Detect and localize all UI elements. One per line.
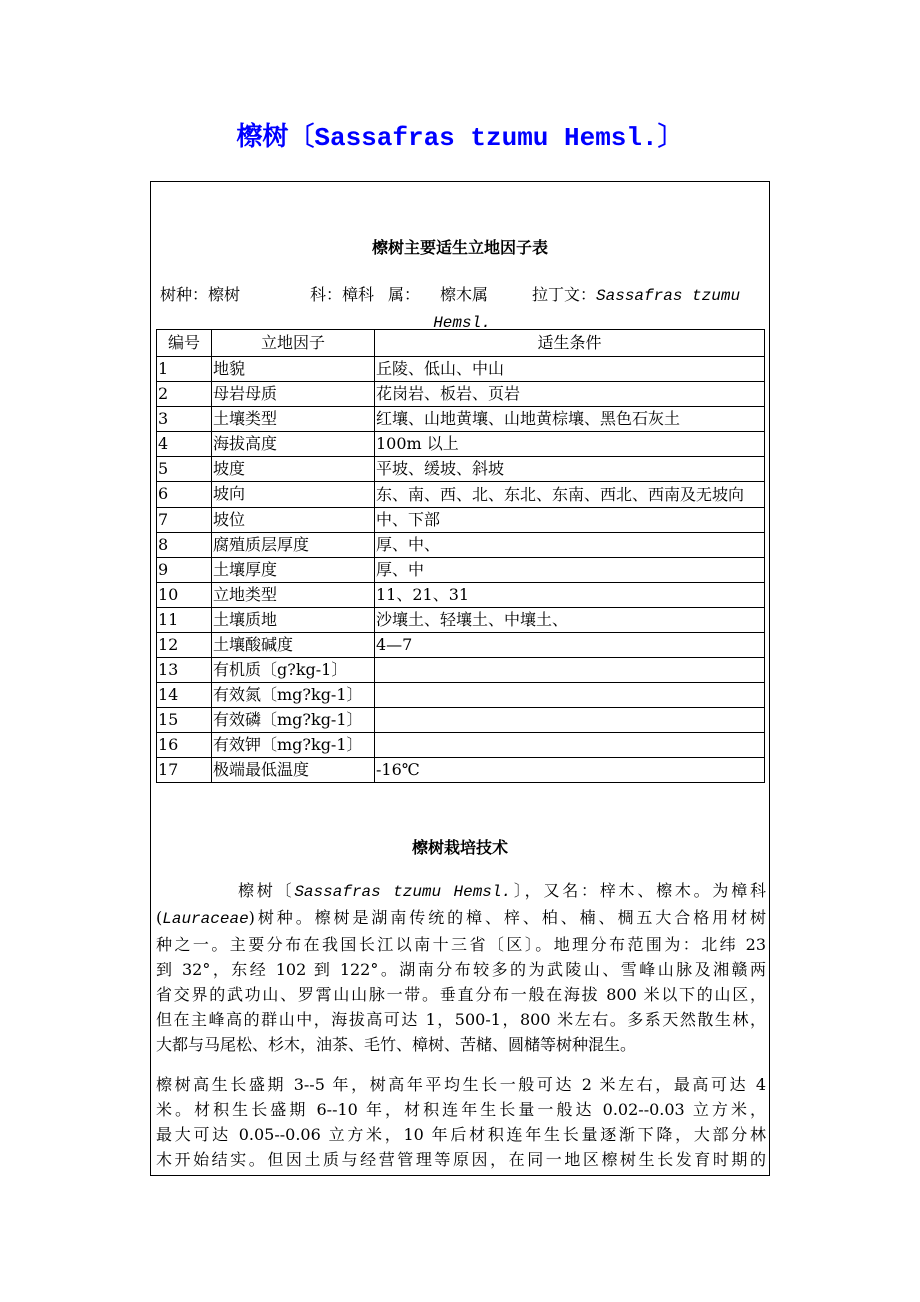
text: ( [156, 908, 163, 927]
cell-factor: 极端最低温度 [212, 758, 375, 783]
cell-factor: 土壤类型 [212, 407, 375, 432]
genus-value: 檫木属 [440, 285, 489, 304]
table-row [157, 432, 765, 457]
cell-condition [375, 733, 765, 758]
cell-factor: 坡位 [212, 508, 375, 533]
section-title: 檫树栽培技术 [411, 838, 508, 857]
table-row [157, 357, 765, 382]
table-row [157, 733, 765, 758]
cell-condition [375, 683, 765, 708]
cell-number: 8 [157, 533, 212, 558]
cell-condition: 沙壤土、轻壤土、中壤土、 [375, 608, 765, 633]
text-line: 但在主峰高的群山中，海拔高可达 1，500-1，800 米左右。多系天然散生林， [156, 1010, 766, 1029]
table-row [157, 708, 765, 733]
latin-label: 拉丁文： [532, 285, 597, 304]
cell-number: 11 [157, 608, 212, 633]
cell-number: 10 [157, 583, 212, 608]
cell-condition [375, 708, 765, 733]
cell-factor: 土壤酸碱度 [212, 633, 375, 658]
cell-number: 17 [157, 758, 212, 783]
latin-text: Lauraceae [162, 910, 249, 928]
growth-paragraph [156, 1072, 766, 1172]
cell-number: 13 [157, 658, 212, 683]
table-row [157, 407, 765, 432]
cell-condition: 平坡、缓坡、斜坡 [375, 457, 765, 482]
document-title: 檫树〔Sassafras tzumu Hemsl.〕 [236, 123, 684, 153]
table-row [157, 633, 765, 658]
cell-factor: 母岩母质 [212, 382, 375, 407]
cell-condition: 花岗岩、板岩、页岩 [375, 382, 765, 407]
table-row [157, 683, 765, 708]
text-line: 省交界的武功山、罗霄山山脉一带。垂直分布一般在海拔 800 米以下的山区， [156, 985, 766, 1004]
content-box [150, 181, 770, 1176]
cell-factor: 海拔高度 [212, 432, 375, 457]
intro-paragraph [156, 878, 766, 1057]
table-row [157, 508, 765, 533]
latin-text: Sassafras tzumu Hemsl. [294, 883, 512, 901]
text-line: 木开始结实。但因土质与经营管理等原因，在同一地区檫树生长发育时期的 [156, 1150, 766, 1169]
site-factor-table [156, 329, 765, 783]
cell-number: 6 [157, 482, 212, 508]
cell-number: 2 [157, 382, 212, 407]
cell-number: 9 [157, 558, 212, 583]
cell-factor: 腐殖质层厚度 [212, 533, 375, 558]
cell-number: 15 [157, 708, 212, 733]
header-number: 编号 [157, 330, 212, 357]
table-row [157, 558, 765, 583]
table-row [157, 382, 765, 407]
cell-factor: 有效钾〔mg?kg-1〕 [212, 733, 375, 758]
cell-factor: 土壤质地 [212, 608, 375, 633]
table-row [157, 457, 765, 482]
latin-name-2: Hemsl. [433, 314, 491, 332]
text-line: 檫树高生长盛期 3--5 年，树高年平均生长一般可达 2 米左右，最高可达 4 [156, 1075, 766, 1094]
cell-factor: 有机质〔g?kg-1〕 [212, 658, 375, 683]
species-label: 树种：檫树 [160, 285, 241, 304]
family-label: 科：樟科 [310, 285, 375, 304]
text: )树种。檫树是湖南传统的樟、梓、柏、楠、椆五大合格用材树 [248, 908, 766, 927]
cell-factor: 坡向 [212, 482, 375, 508]
cell-number: 1 [157, 357, 212, 382]
cell-factor: 土壤厚度 [212, 558, 375, 583]
text-line: 到 32°，东经 102 到 122°。湖南分布较多的为武陵山、雪峰山脉及湘赣两 [156, 960, 766, 979]
text: 檫树〔 [238, 881, 295, 900]
cell-number: 14 [157, 683, 212, 708]
text-line: 种之一。主要分布在我国长江以南十三省〔区〕。地理分布范围为：北纬 23 [156, 935, 766, 954]
text-line: 大都与马尾松、杉木，油茶、毛竹、樟树、苦槠、圆槠等树种混生。 [156, 1035, 637, 1054]
cell-condition: 丘陵、低山、中山 [375, 357, 765, 382]
header-factor: 立地因子 [212, 330, 375, 357]
cell-factor: 有效磷〔mg?kg-1〕 [212, 708, 375, 733]
table-row [157, 533, 765, 558]
cell-condition [375, 658, 765, 683]
cell-condition: 11、21、31 [375, 583, 765, 608]
cell-factor: 有效氮〔mg?kg-1〕 [212, 683, 375, 708]
cell-condition: 厚、中、 [375, 533, 765, 558]
cell-number: 4 [157, 432, 212, 457]
table-row [157, 583, 765, 608]
cell-number: 3 [157, 407, 212, 432]
cell-factor: 地貌 [212, 357, 375, 382]
cell-condition: 红壤、山地黄壤、山地黄棕壤、黑色石灰土 [375, 407, 765, 432]
cell-condition: 4—7 [375, 633, 765, 658]
cell-condition: 东、南、西、北、东北、东南、西北、西南及无坡向 [375, 482, 765, 508]
cell-condition: -16℃ [375, 758, 765, 783]
cell-factor: 立地类型 [212, 583, 375, 608]
table-row [157, 482, 765, 508]
text: 〕，又名：梓木、檫木。为樟科 [511, 881, 766, 900]
cell-condition: 100m 以上 [375, 432, 765, 457]
table-row [157, 608, 765, 633]
text-line: 米。材积生长盛期 6--10 年，材积连年生长量一般达 0.02--0.03 立方米， [156, 1100, 766, 1119]
table-row [157, 758, 765, 783]
cell-number: 7 [157, 508, 212, 533]
cell-condition: 厚、中 [375, 558, 765, 583]
cell-number: 12 [157, 633, 212, 658]
cell-factor: 坡度 [212, 457, 375, 482]
latin-name-1: Sassafras tzumu [596, 287, 741, 305]
cell-number: 16 [157, 733, 212, 758]
table-row [157, 658, 765, 683]
table-title: 檫树主要适生立地因子表 [371, 238, 548, 257]
cell-number: 5 [157, 457, 212, 482]
cell-condition: 中、下部 [375, 508, 765, 533]
species-meta [160, 282, 764, 336]
genus-label: 属： [388, 285, 421, 304]
text-line: 最大可达 0.05--0.06 立方米，10 年后材积连年生长量逐渐下降，大部分林 [156, 1125, 766, 1144]
header-condition: 适生条件 [375, 330, 765, 357]
